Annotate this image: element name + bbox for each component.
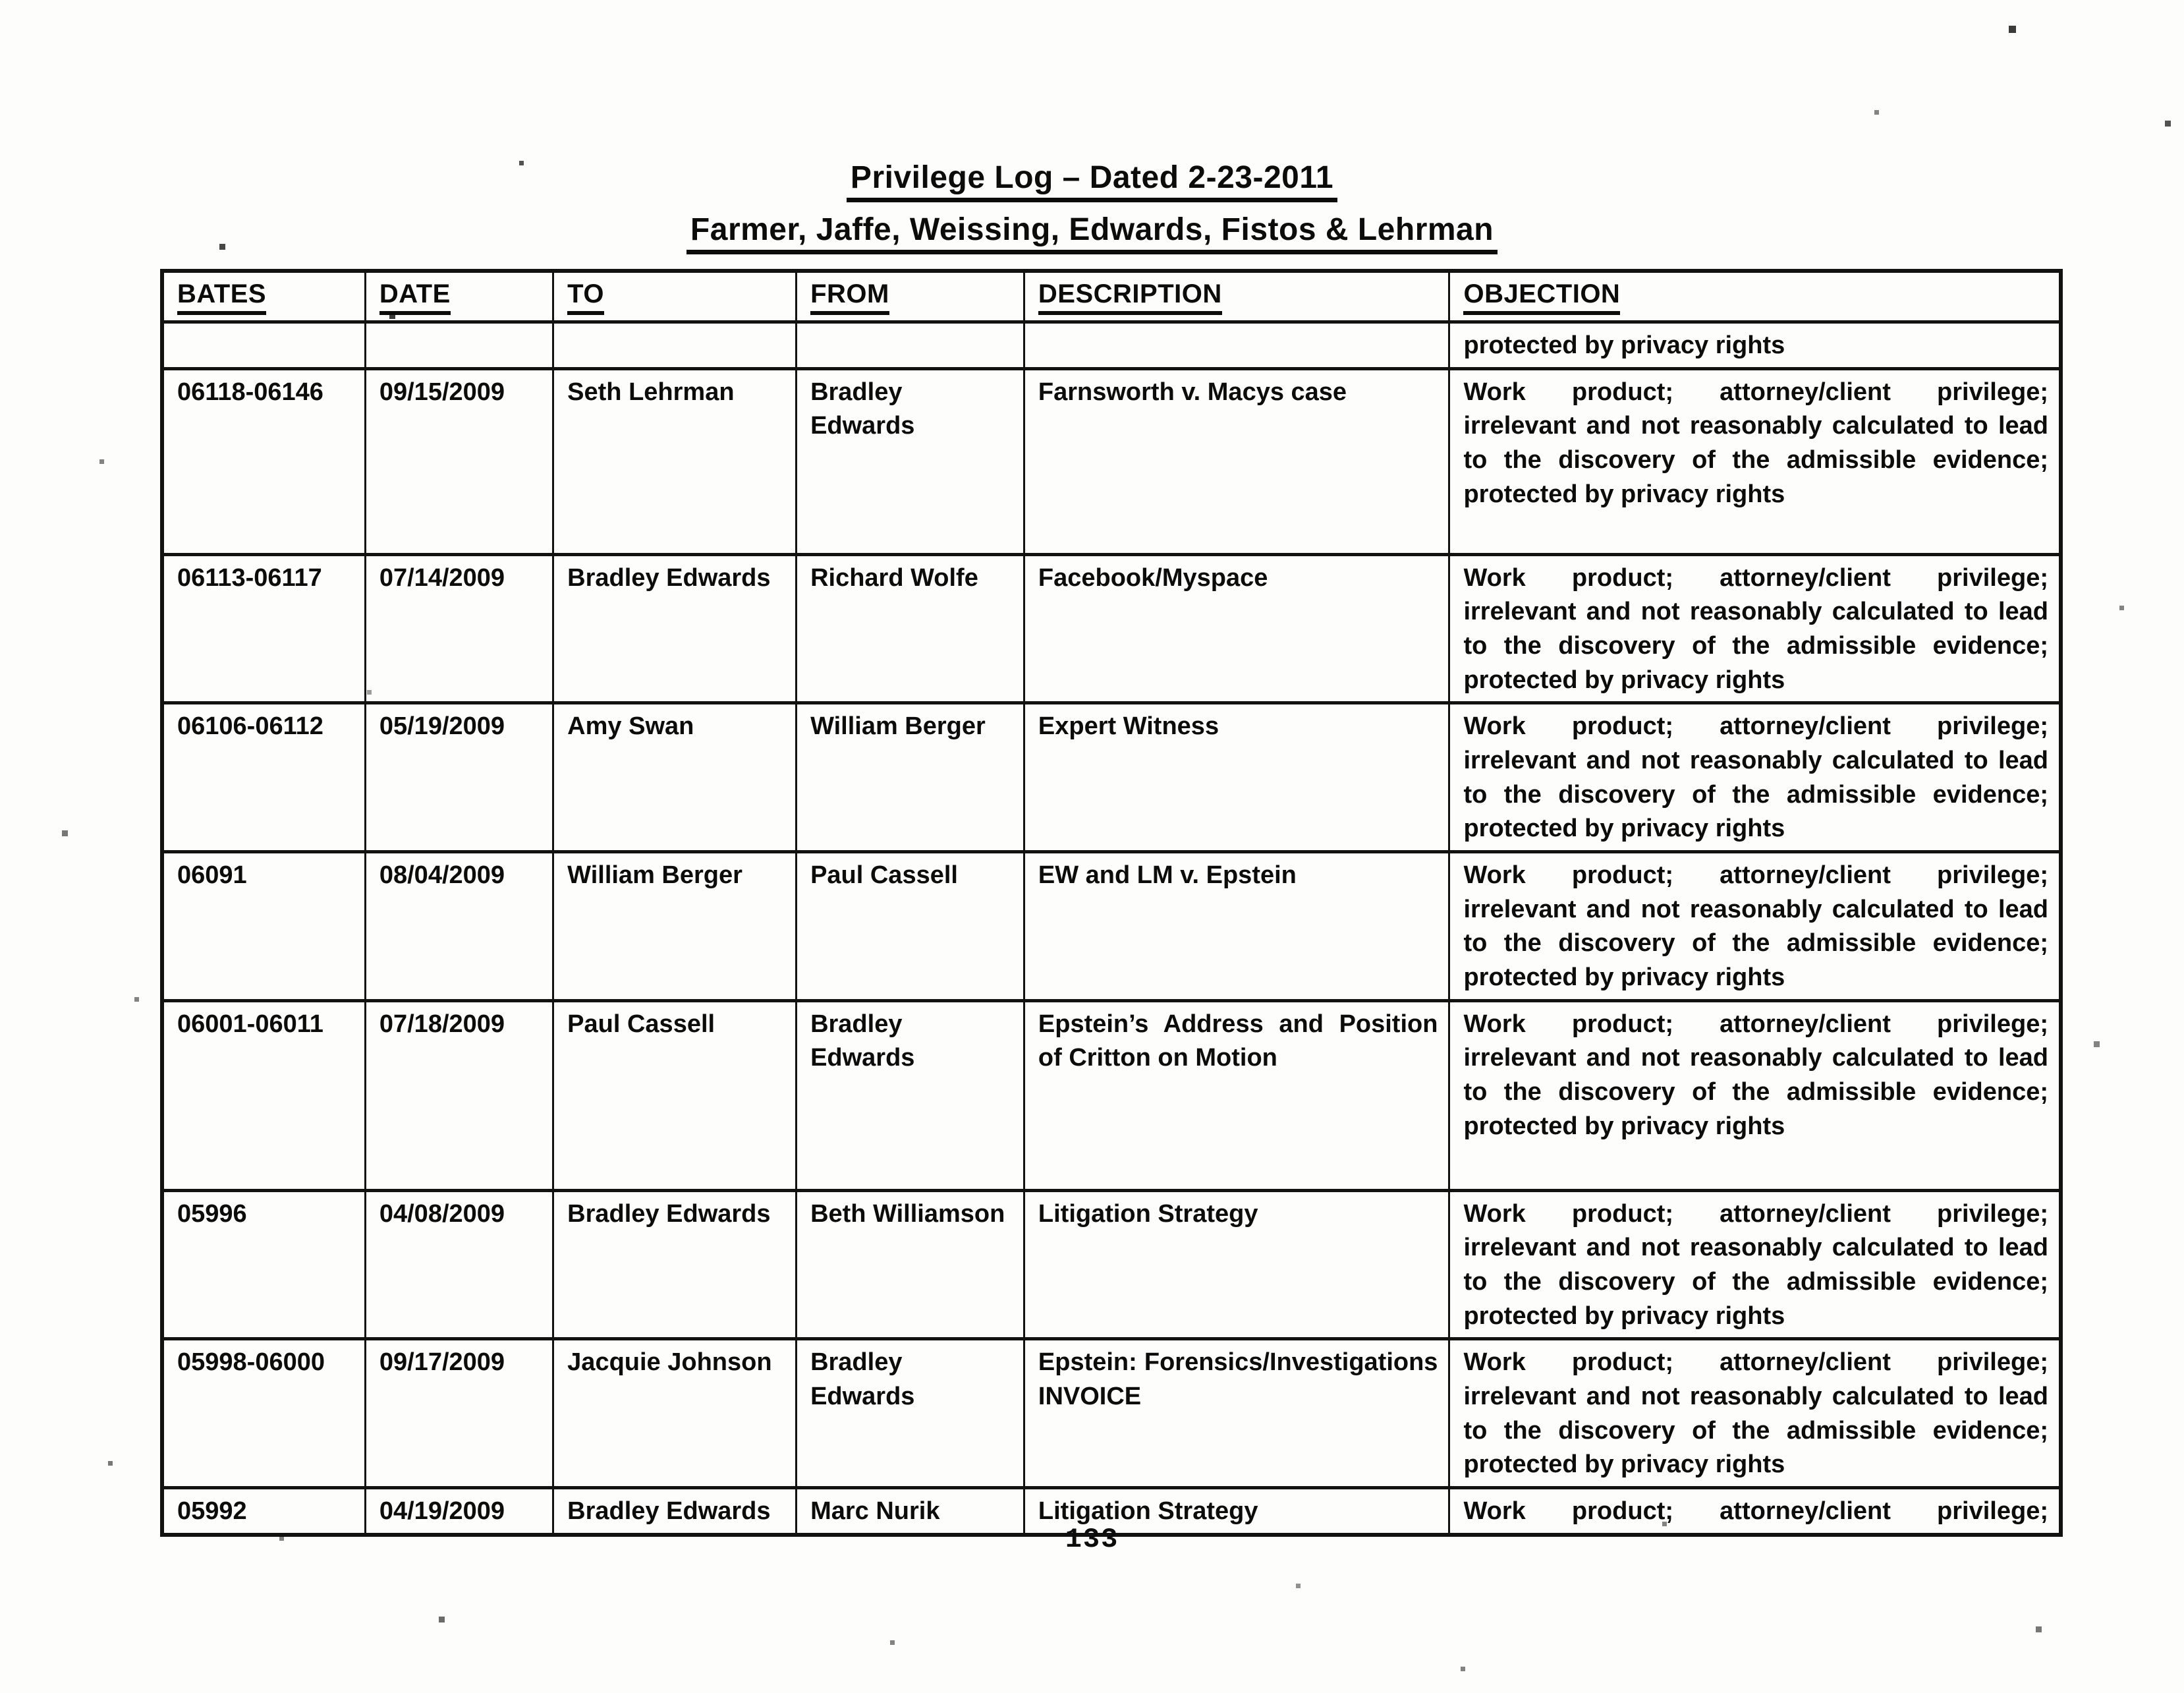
table-row [162, 1190, 2061, 1339]
cell-bates: 05992 [162, 1488, 365, 1535]
cell-date: 08/04/2009 [365, 852, 553, 1001]
cell-date [365, 322, 553, 369]
column-header-description [1024, 271, 1449, 322]
cell-date: 05/19/2009 [365, 703, 553, 852]
page-subtitle: Farmer, Jaffe, Weissing, Edwards, Fistos & Lehrman [686, 213, 1498, 254]
column-header-label: FROM [810, 279, 889, 315]
column-header-bates [162, 271, 365, 322]
column-header-from [797, 271, 1024, 322]
cell-bates: 05996 [162, 1190, 365, 1339]
table-row [162, 1000, 2061, 1190]
table-row [162, 852, 2061, 1001]
cell-objection: Work product; attorney/client privilege; irrelevant and not reasonably calculated to lead to the discovery of the admissible evidence; protected by privacy rights [1449, 1190, 2061, 1339]
cell-objection: Work product; attorney/client privilege; irrelevant and not reasonably calculated to lead to the discovery of the admissible evidence; protected by privacy rights [1449, 554, 2061, 703]
table-row [162, 322, 2061, 369]
cell-to: Jacquie Johnson [553, 1339, 797, 1488]
cell-from: William Berger [797, 703, 1024, 852]
column-header-to [553, 271, 797, 322]
cell-date: 09/17/2009 [365, 1339, 553, 1488]
cell-to: Amy Swan [553, 703, 797, 852]
cell-date: 04/19/2009 [365, 1488, 553, 1535]
cell-from: Bradley Edwards [797, 368, 1024, 554]
column-header-label: OBJECTION [1463, 279, 1620, 315]
cell-date: 07/18/2009 [365, 1000, 553, 1190]
cell-bates: 06091 [162, 852, 365, 1001]
cell-objection: Work product; attorney/client privilege; [1449, 1488, 2061, 1535]
cell-to: Seth Lehrman [553, 368, 797, 554]
document-header [0, 161, 2184, 265]
cell-description: Facebook/Myspace [1024, 554, 1449, 703]
cell-from: Beth Williamson [797, 1190, 1024, 1339]
cell-description: Epstein: Forensics/Investigations INVOICE [1024, 1339, 1449, 1488]
table-row [162, 703, 2061, 852]
cell-bates: 06106-06112 [162, 703, 365, 852]
cell-from: Bradley Edwards [797, 1000, 1024, 1190]
cell-to: Bradley Edwards [553, 1190, 797, 1339]
document-footer [0, 1524, 2184, 1555]
table-header-row [162, 271, 2061, 322]
privilege-log-table [160, 269, 2063, 1537]
column-header-date [365, 271, 553, 322]
cell-bates: 06001-06011 [162, 1000, 365, 1190]
cell-to: Paul Cassell [553, 1000, 797, 1190]
cell-from [797, 322, 1024, 369]
cell-bates [162, 322, 365, 369]
cell-to: William Berger [553, 852, 797, 1001]
cell-objection: Work product; attorney/client privilege; irrelevant and not reasonably calculated to lead to the discovery of the admissible evidence; protected by privacy rights [1449, 703, 2061, 852]
cell-to: Bradley Edwards [553, 554, 797, 703]
cell-objection: Work product; attorney/client privilege; irrelevant and not reasonably calculated to lead to the discovery of the admissible evidence; protected by privacy rights [1449, 1339, 2061, 1488]
cell-from: Richard Wolfe [797, 554, 1024, 703]
column-header-label: DATE [379, 279, 451, 315]
table-row [162, 554, 2061, 703]
cell-description: Litigation Strategy [1024, 1488, 1449, 1535]
column-header-label: BATES [177, 279, 266, 315]
page-number: 133 [1065, 1524, 1119, 1555]
cell-from: Bradley Edwards [797, 1339, 1024, 1488]
cell-bates: 06113-06117 [162, 554, 365, 703]
cell-bates: 06118-06146 [162, 368, 365, 554]
column-header-objection [1449, 271, 2061, 322]
cell-objection: Work product; attorney/client privilege; irrelevant and not reasonably calculated to lead to the discovery of the admissible evidence; protected by privacy rights [1449, 852, 2061, 1001]
cell-to: Bradley Edwards [553, 1488, 797, 1535]
cell-description [1024, 322, 1449, 369]
cell-objection: protected by privacy rights [1449, 322, 2061, 369]
cell-date: 09/15/2009 [365, 368, 553, 554]
cell-description: EW and LM v. Epstein [1024, 852, 1449, 1001]
cell-from: Paul Cassell [797, 852, 1024, 1001]
cell-objection: Work product; attorney/client privilege; irrelevant and not reasonably calculated to lead to the discovery of the admissible evidence; protected by privacy rights [1449, 368, 2061, 554]
cell-description: Litigation Strategy [1024, 1190, 1449, 1339]
cell-description: Expert Witness [1024, 703, 1449, 852]
table-body [162, 322, 2061, 1535]
cell-description: Epstein’s Address and Position of Critton on Motion [1024, 1000, 1449, 1190]
scan-noise [0, 0, 3, 3]
cell-to [553, 322, 797, 369]
column-header-label: DESCRIPTION [1038, 279, 1222, 315]
table-row [162, 1339, 2061, 1488]
table-row [162, 368, 2061, 554]
page-title: Privilege Log – Dated 2-23-2011 [847, 161, 1337, 202]
column-header-label: TO [567, 279, 604, 315]
cell-date: 04/08/2009 [365, 1190, 553, 1339]
cell-date: 07/14/2009 [365, 554, 553, 703]
cell-bates: 05998-06000 [162, 1339, 365, 1488]
cell-objection: Work product; attorney/client privilege; irrelevant and not reasonably calculated to lead to the discovery of the admissible evidence; protected by privacy rights [1449, 1000, 2061, 1190]
cell-description: Farnsworth v. Macys case [1024, 368, 1449, 554]
cell-from: Marc Nurik [797, 1488, 1024, 1535]
